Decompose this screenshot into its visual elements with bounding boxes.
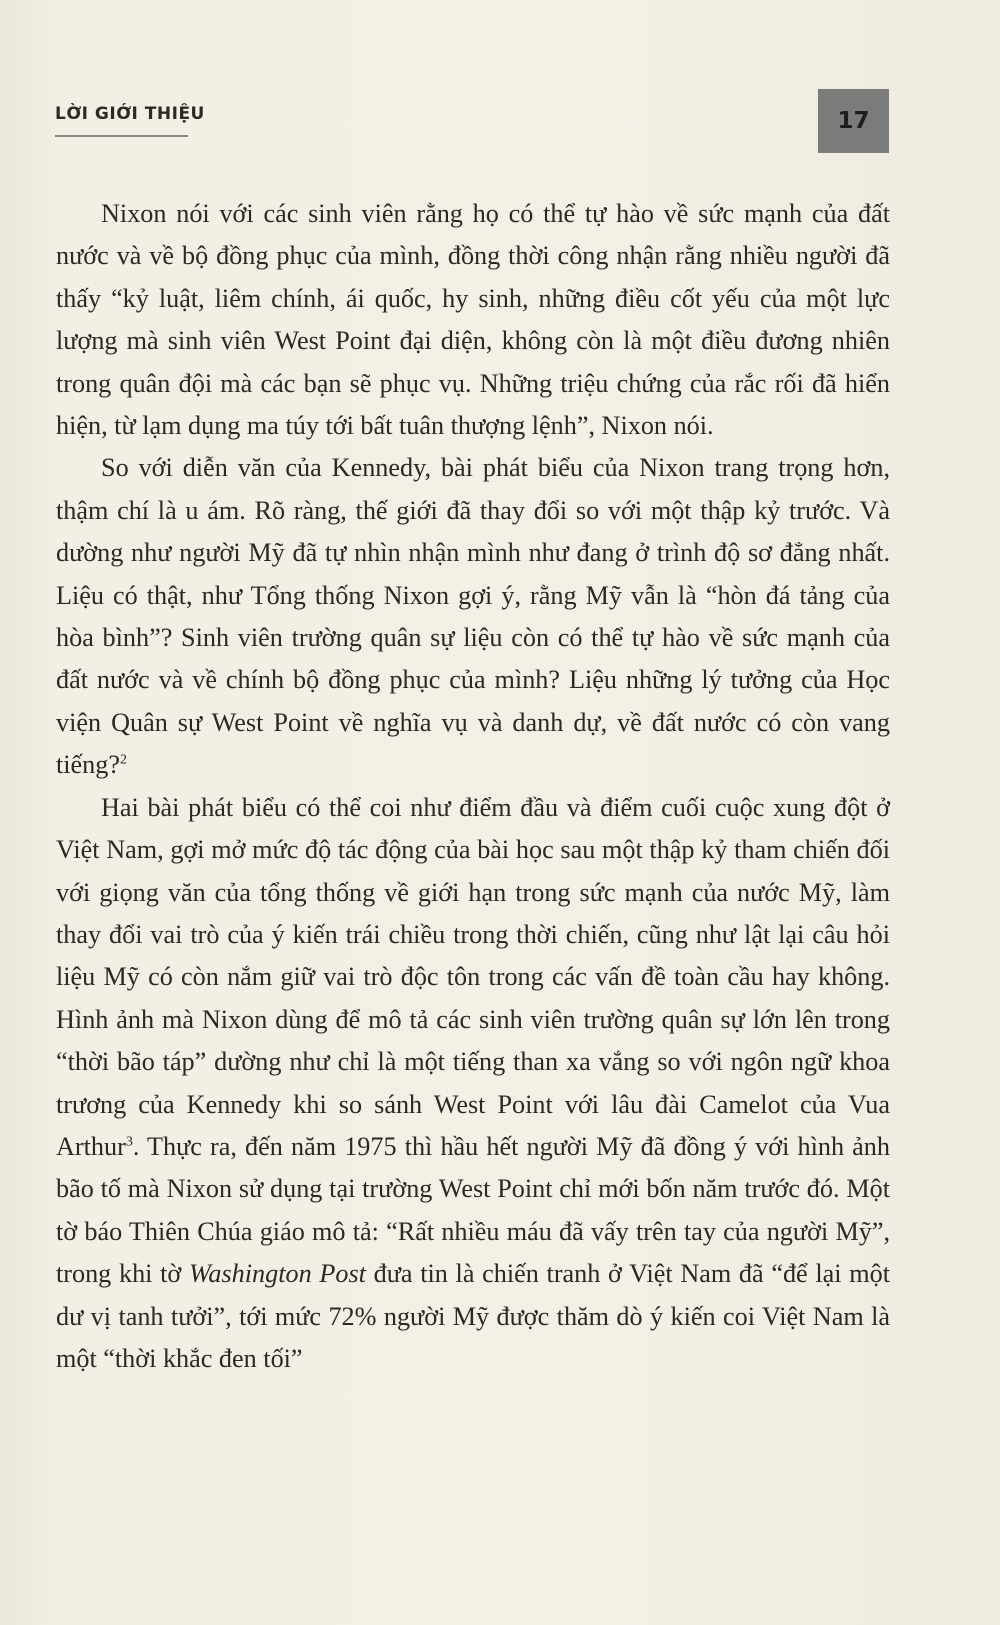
paragraph-2-text: So với diễn văn của Kennedy, bài phát biểu của Nixon trang trọng hơn, thậm chí là u ám. Rõ ràng, thế giới đã thay đổi so với một thập kỷ trước. Và dường như người Mỹ đã tự nhìn nhận mình như đang ở trình độ sơ đẳng nhất. Liệu có thật, như Tổng thống Nixon gợi ý, rằng Mỹ vẫn là “hòn đá tảng của hòa bình”? Sinh viên trường quân sự liệu còn có thể tự hào về sức mạnh của đất nước và về chính bộ đồng phục của mình? Liệu những lý tưởng của Học viện Quân sự West Point về nghĩa vụ và danh dự, về đất nước có còn vang tiếng? (56, 453, 890, 780)
newspaper-title: Washington Post (188, 1259, 366, 1289)
paragraph-3-part-3: đưa tin là chiến tranh ở Việt Nam đã “để lại một dư vị tanh tưởi”, tới mức 72% người Mỹ được thăm dò ý kiến coi Việt Nam là một “thời khắc đen tối” (56, 1259, 890, 1373)
footnote-ref-2: 2 (120, 752, 127, 768)
paragraph-3-part-1: Hai bài phát biểu có thể coi như điểm đầu và điểm cuối cuộc xung đột ở Việt Nam, gợi mở mức độ tác động của bài học sau một thập kỷ tham chiến đối với giọng văn của tổng thống về giới hạn trong sức mạnh của nước Mỹ, làm thay đổi vai trò của ý kiến trái chiều trong thời chiến, cũng như lật lại câu hỏi liệu Mỹ có còn nắm giữ vai trò độc tôn trong các vấn đề toàn cầu hay không. Hình ảnh mà Nixon dùng để mô tả các sinh viên trường quân sự lớn lên trong “thời bão táp” dường như chỉ là một tiếng than xa vắng so với ngôn ngữ khoa trương của Kennedy khi so sánh West Point với lâu đài Camelot của Vua Arthur (56, 792, 890, 1161)
page-number-label: 17 (837, 108, 870, 134)
footnote-ref-3: 3 (125, 1134, 133, 1150)
running-head: LỜI GIỚI THIỆU (55, 104, 205, 124)
header-rule (55, 135, 188, 137)
paragraph-2 (56, 447, 890, 786)
paragraph-1: Nixon nói với các sinh viên rằng họ có thể tự hào về sức mạnh của đất nước và về bộ đồng phục của mình, đồng thời công nhận rằng nhiều người đã thấy “kỷ luật, liêm chính, ái quốc, hy sinh, những điều cốt yếu của một lực lượng mà sinh viên West Point đại diện, không còn là một điều đương nhiên trong quân đội mà các bạn sẽ phục vụ. Những triệu chứng của rắc rối đã hiển hiện, từ lạm dụng ma túy tới bất tuân thượng lệnh”, Nixon nói. (56, 199, 890, 441)
page-number (818, 89, 889, 153)
paragraph-3-part-2: . Thực ra, đến năm 1975 thì hầu hết người Mỹ đã đồng ý với hình ảnh bão tố mà Nixon sử dụng tại trường West Point chỉ mới bốn năm trước đó. Một tờ báo Thiên Chúa giáo mô tả: “Rất nhiều máu đã vấy trên tay của người Mỹ”, trong khi tờ (56, 1131, 890, 1289)
body-text (56, 193, 890, 1380)
paragraph-3 (56, 787, 890, 1381)
